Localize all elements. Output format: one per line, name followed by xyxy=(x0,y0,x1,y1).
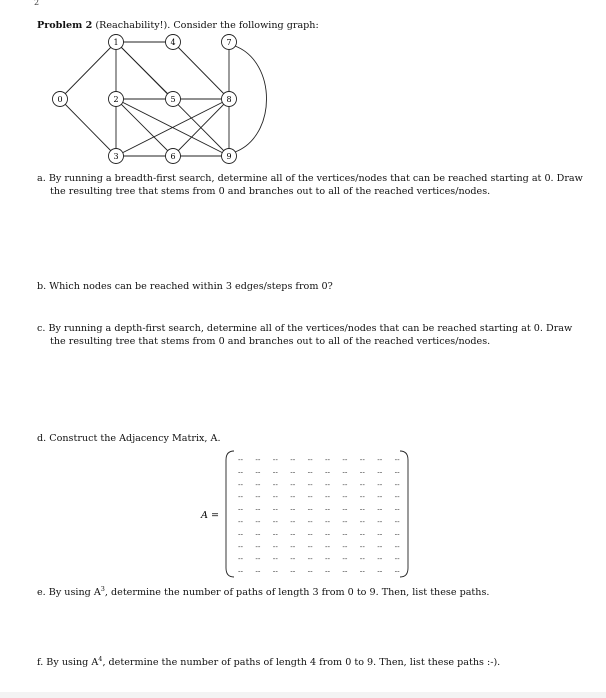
matrix-cell-2-1: -- xyxy=(255,480,261,489)
matrix-cell-6-6: -- xyxy=(342,530,348,539)
matrix-cell-1-8: -- xyxy=(377,468,383,477)
matrix-cell-2-9: -- xyxy=(394,480,400,489)
matrix-cell-5-6: -- xyxy=(342,518,348,526)
matrix-cell-7-2: -- xyxy=(272,542,278,551)
matrix-cell-3-9: -- xyxy=(394,493,400,502)
matrix-cell-0-9: -- xyxy=(394,456,400,464)
matrix-cell-4-6: -- xyxy=(342,505,348,514)
matrix-cell-8-0: -- xyxy=(238,555,244,564)
problem-intro: Consider the following graph: xyxy=(173,20,319,31)
matrix-cell-8-8: -- xyxy=(377,555,383,564)
edge-2-6 xyxy=(116,99,173,156)
matrix-cell-9-8: -- xyxy=(377,567,383,576)
node-7 xyxy=(222,35,237,50)
adjacency-matrix xyxy=(196,448,416,580)
matrix-cell-7-0: -- xyxy=(238,542,244,551)
matrix-cell-7-5: -- xyxy=(325,542,331,551)
matrix-cell-3-7: -- xyxy=(359,493,365,502)
node-5-label: 5 xyxy=(170,95,176,104)
matrix-cell-4-3: -- xyxy=(290,505,296,514)
edge-7-9 xyxy=(235,46,267,152)
matrix-cell-4-1: -- xyxy=(255,505,261,514)
matrix-cell-5-4: -- xyxy=(307,518,313,526)
matrix-cell-7-7: -- xyxy=(359,542,365,551)
matrix-cell-1-1: -- xyxy=(255,468,261,477)
node-2-label: 2 xyxy=(113,95,119,104)
question-f-power: 4 xyxy=(98,655,103,663)
matrix-cell-5-3: -- xyxy=(290,518,296,526)
matrix-cell-6-8: -- xyxy=(377,530,383,539)
matrix-cell-9-6: -- xyxy=(342,567,348,576)
matrix-cell-3-1: -- xyxy=(255,493,261,502)
matrix-cell-8-4: -- xyxy=(307,555,313,564)
question-f xyxy=(37,653,500,669)
matrix-cell-6-7: -- xyxy=(359,530,365,539)
matrix-cell-3-0: -- xyxy=(238,493,244,502)
matrix-cell-5-2: -- xyxy=(272,518,278,526)
node-3-label: 3 xyxy=(113,152,119,161)
edge-0-3 xyxy=(60,99,116,156)
matrix-cell-7-4: -- xyxy=(307,542,313,551)
matrix-cell-6-1: -- xyxy=(255,530,261,539)
matrix-cell-1-6: -- xyxy=(342,468,348,477)
matrix-cell-4-8: -- xyxy=(377,505,383,514)
matrix-cell-8-5: -- xyxy=(325,555,331,564)
matrix-cell-3-5: -- xyxy=(325,493,331,502)
question-e-suffix: , determine the number of paths of length 3 from 0 to 9. Then, list these paths. xyxy=(104,587,490,599)
matrix-cell-0-8: -- xyxy=(377,456,383,464)
node-4 xyxy=(166,35,181,50)
node-6 xyxy=(166,149,181,164)
node-2 xyxy=(109,92,124,107)
matrix-cell-6-9: -- xyxy=(394,530,400,539)
matrix-cells xyxy=(238,456,400,576)
question-e-prefix: e. By using A xyxy=(37,587,101,599)
matrix-cell-9-5: -- xyxy=(325,567,331,576)
matrix-cell-8-3: -- xyxy=(290,555,296,564)
matrix-cell-1-0: -- xyxy=(238,468,244,477)
question-e-power: 3 xyxy=(100,585,105,593)
matrix-cell-8-2: -- xyxy=(272,555,278,564)
matrix-cell-9-3: -- xyxy=(290,567,296,576)
matrix-right-bracket xyxy=(400,451,408,577)
node-5 xyxy=(166,92,181,107)
matrix-cell-0-3: -- xyxy=(290,456,296,464)
node-9 xyxy=(222,149,237,164)
node-0 xyxy=(53,92,68,107)
node-8-label: 8 xyxy=(226,95,232,104)
matrix-cell-0-6: -- xyxy=(342,456,348,464)
page-bottom-edge xyxy=(0,692,606,698)
question-f-suffix: , determine the number of paths of length 4 from 0 to 9. Then, list these paths :-). xyxy=(102,657,501,669)
matrix-cell-7-1: -- xyxy=(255,542,261,551)
matrix-cell-7-8: -- xyxy=(377,542,383,551)
matrix-cell-2-8: -- xyxy=(377,480,383,489)
matrix-cell-4-4: -- xyxy=(307,505,313,514)
question-b: b. Which nodes can be reached within 3 edges/steps from 0? xyxy=(37,281,333,292)
matrix-cell-7-9: -- xyxy=(394,542,400,551)
matrix-cell-2-2: -- xyxy=(272,480,278,489)
node-0-label: 0 xyxy=(57,95,63,104)
matrix-cell-5-7: -- xyxy=(359,518,365,526)
matrix-cell-0-0: -- xyxy=(238,456,244,464)
matrix-cell-3-3: -- xyxy=(290,493,296,502)
node-9-label: 9 xyxy=(226,152,232,161)
matrix-cell-1-2: -- xyxy=(272,468,278,477)
matrix-cell-5-8: -- xyxy=(377,518,383,526)
matrix-cell-6-2: -- xyxy=(272,530,278,539)
matrix-cell-3-8: -- xyxy=(377,493,383,502)
page-number: 2 xyxy=(34,0,40,7)
node-1-label: 1 xyxy=(113,38,119,47)
node-1 xyxy=(109,35,124,50)
question-a-line1: a. By running a breadth-first search, determine all of the vertices/nodes that can be reached starting at 0. Draw xyxy=(37,173,583,184)
matrix-cell-2-7: -- xyxy=(359,480,365,489)
matrix-cell-0-7: -- xyxy=(359,456,365,464)
problem-label: Problem 2 xyxy=(37,20,93,31)
matrix-cell-0-4: -- xyxy=(307,456,313,464)
matrix-cell-9-4: -- xyxy=(307,567,313,576)
node-6-label: 6 xyxy=(170,152,176,161)
matrix-cell-6-0: -- xyxy=(238,530,244,539)
matrix-cell-2-3: -- xyxy=(290,480,296,489)
question-e xyxy=(37,583,489,599)
matrix-left-bracket xyxy=(226,451,234,577)
node-8 xyxy=(222,92,237,107)
matrix-cell-2-0: -- xyxy=(238,480,244,489)
question-f-prefix: f. By using A xyxy=(37,657,99,669)
matrix-cell-1-3: -- xyxy=(290,468,296,477)
matrix-cell-6-3: -- xyxy=(290,530,296,539)
matrix-cell-8-9: -- xyxy=(394,555,400,564)
edge-1-5 xyxy=(116,42,173,99)
matrix-cell-0-2: -- xyxy=(272,456,278,464)
edge-4-8 xyxy=(173,42,229,99)
matrix-cell-9-2: -- xyxy=(272,567,278,576)
matrix-cell-4-5: -- xyxy=(325,505,331,514)
question-a-line2: the resulting tree that stems from 0 and branches out to all of the reached vertices/nodes. xyxy=(50,186,491,197)
matrix-cell-0-5: -- xyxy=(325,456,331,464)
question-c-line2: the resulting tree that stems from 0 and branches out to all of the reached vertices/nodes. xyxy=(50,336,491,347)
matrix-cell-7-6: -- xyxy=(342,542,348,551)
question-d: d. Construct the Adjacency Matrix, A. xyxy=(37,433,221,444)
matrix-cell-9-0: -- xyxy=(238,567,244,576)
edge-0-1 xyxy=(60,42,116,99)
graph-figure xyxy=(40,30,280,170)
matrix-cell-1-7: -- xyxy=(359,468,365,477)
matrix-cell-1-5: -- xyxy=(325,468,331,477)
matrix-cell-6-4: -- xyxy=(307,530,313,539)
matrix-cell-4-2: -- xyxy=(272,505,278,514)
question-c-line1: c. By running a depth-first search, determine all of the vertices/nodes that can be reached starting at 0. Draw xyxy=(37,323,573,334)
matrix-cell-5-5: -- xyxy=(325,518,331,526)
question-a xyxy=(37,172,583,198)
matrix-cell-6-5: -- xyxy=(325,530,331,539)
node-3 xyxy=(109,149,124,164)
matrix-cell-5-1: -- xyxy=(255,518,261,526)
question-c xyxy=(37,322,572,348)
problem-subtitle: (Reachability!). xyxy=(95,20,171,31)
matrix-cell-9-9: -- xyxy=(394,567,400,576)
matrix-cell-5-9: -- xyxy=(394,518,400,526)
matrix-cell-3-6: -- xyxy=(342,493,348,502)
matrix-cell-4-9: -- xyxy=(394,505,400,514)
node-4-label: 4 xyxy=(170,38,176,47)
matrix-cell-4-7: -- xyxy=(359,505,365,514)
matrix-cell-7-3: -- xyxy=(290,542,296,551)
matrix-cell-8-7: -- xyxy=(359,555,365,564)
matrix-cell-1-4: -- xyxy=(307,468,313,477)
matrix-cell-0-1: -- xyxy=(255,456,261,464)
matrix-cell-8-6: -- xyxy=(342,555,348,564)
matrix-cell-2-6: -- xyxy=(342,480,348,489)
matrix-cell-2-5: -- xyxy=(325,480,331,489)
matrix-cell-5-0: -- xyxy=(238,518,244,526)
matrix-cell-3-2: -- xyxy=(272,493,278,502)
matrix-cell-4-0: -- xyxy=(238,505,244,514)
matrix-cell-9-7: -- xyxy=(359,567,365,576)
node-7-label: 7 xyxy=(226,38,232,47)
matrix-cell-9-1: -- xyxy=(255,567,261,576)
matrix-cell-8-1: -- xyxy=(255,555,261,564)
matrix-cell-1-9: -- xyxy=(394,468,400,477)
matrix-label: A = xyxy=(201,510,220,521)
matrix-cell-3-4: -- xyxy=(307,493,313,502)
matrix-cell-2-4: -- xyxy=(307,480,313,489)
